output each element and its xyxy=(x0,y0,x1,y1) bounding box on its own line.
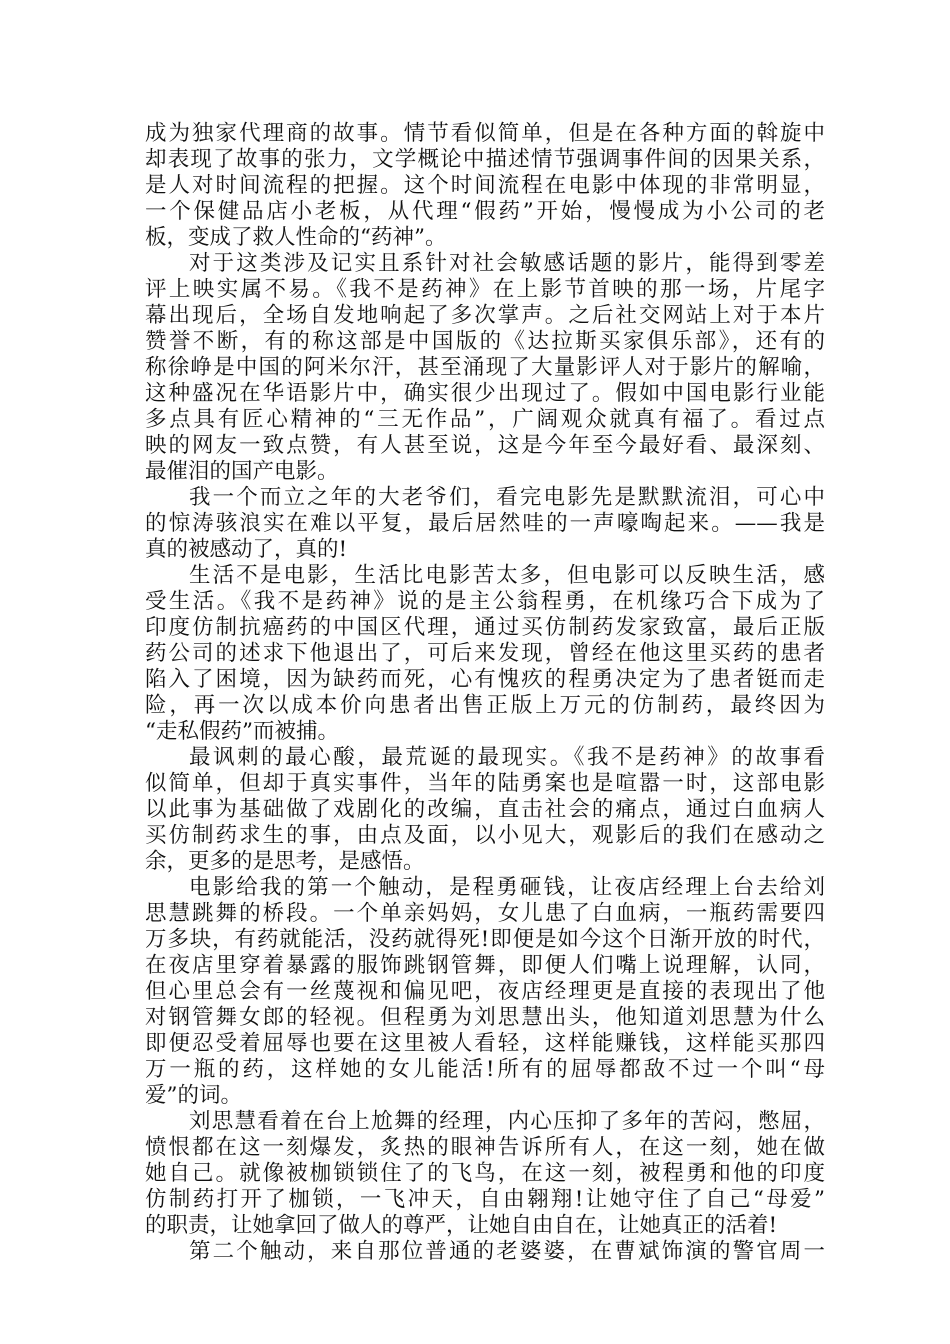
text-line: 买仿制药求生的事，由点及面，以小见大，观影后的我们在感动之 xyxy=(145,823,825,848)
document-page xyxy=(145,121,825,1265)
text-line: 生活不是电影，生活比电影苦太多，但电影可以反映生活，感 xyxy=(189,563,825,588)
text-line: “走私假药”而被捕。 xyxy=(145,719,339,744)
text-line: 但心里总会有一丝蔑视和偏见吧，夜店经理更是直接的表现出了他 xyxy=(145,979,825,1004)
text-line: 仿制药打开了枷锁，一飞冲天，自由翱翔!让她守住了自己“母爱” xyxy=(145,1187,825,1212)
text-line: 最讽刺的最心酸，最荒诞的最现实。《我不是药神》的故事看 xyxy=(189,745,825,770)
body-paragraph xyxy=(145,745,825,875)
text-line: 的惊涛骇浪实在难以平复，最后居然哇的一声嚎啕起来。——我是 xyxy=(145,511,825,536)
text-line: 愤恨都在这一刻爆发，炙热的眼神告诉所有人，在这一刻，她在做 xyxy=(145,1135,825,1160)
text-line: 映的网友一致点赞，有人甚至说，这是今年至今最好看、最深刻、 xyxy=(145,433,825,458)
text-line: 在夜店里穿着暴露的服饰跳钢管舞，即便人们嘴上说理解，认同， xyxy=(145,953,825,978)
text-line: 真的被感动了，真的! xyxy=(145,537,348,562)
text-line: 万一瓶的药，这样她的女儿能活!所有的屈辱都敌不过一个叫“母 xyxy=(145,1057,825,1082)
text-line: 对钢管舞女郎的轻视。但程勇为刘思慧出头，他知道刘思慧为什么 xyxy=(145,1005,825,1030)
text-line: 爱”的词。 xyxy=(145,1083,242,1108)
text-line: 一个保健品店小老板，从代理“假药”开始，慢慢成为小公司的老 xyxy=(145,199,825,224)
text-line: 余，更多的是思考，是感悟。 xyxy=(145,849,425,874)
text-line: 成为独家代理商的故事。情节看似简单，但是在各种方面的斡旋中 xyxy=(145,121,825,146)
text-line: 赞誉不断，有的称这部是中国版的《达拉斯买家俱乐部》，还有的 xyxy=(145,329,825,354)
text-line: 电影给我的第一个触动，是程勇砸钱，让夜店经理上台去给刘 xyxy=(189,875,825,900)
text-line: 刘思慧看着在台上尬舞的经理，内心压抑了多年的苦闷，憋屈， xyxy=(189,1109,825,1134)
body-paragraph xyxy=(145,563,825,745)
text-line: 是人对时间流程的把握。这个时间流程在电影中体现的非常明显， xyxy=(145,173,825,198)
body-paragraph xyxy=(145,485,825,563)
text-line: 我一个而立之年的大老爷们，看完电影先是默默流泪，可心中 xyxy=(189,485,825,510)
text-line: 似简单，但却于真实事件，当年的陆勇案也是喧嚣一时，这部电影 xyxy=(145,771,825,796)
body-paragraph xyxy=(145,875,825,1109)
text-line: 这种盛况在华语影片中，确实很少出现过了。假如中国电影行业能 xyxy=(145,381,825,406)
text-line: 幕出现后，全场自发地响起了多次掌声。之后社交网站上对于本片 xyxy=(145,303,825,328)
text-line: 万多块，有药就能活，没药就得死!即便是如今这个日渐开放的时代， xyxy=(145,927,825,952)
text-line: 即便忍受着屈辱也要在这里被人看轻，这样能赚钱，这样能买那四 xyxy=(145,1031,825,1056)
text-line: 药公司的述求下他退出了，可后来发现，曾经在他这里买药的患者 xyxy=(145,641,825,666)
text-line: 评上映实属不易。《我不是药神》在上影节首映的那一场，片尾字 xyxy=(145,277,825,302)
text-line: 却表现了故事的张力，文学概论中描述情节强调事件间的因果关系， xyxy=(145,147,825,172)
text-line: 陷入了困境，因为缺药而死，心有愧疚的程勇决定为了患者铤而走 xyxy=(145,667,825,692)
text-line: 第二个触动，来自那位普通的老婆婆，在曹斌饰演的警官周一 xyxy=(189,1239,825,1264)
text-line: 板，变成了救人性命的“药神”。 xyxy=(145,225,447,250)
text-line: 受生活。《我不是药神》说的是主公翁程勇，在机缘巧合下成为了 xyxy=(145,589,825,614)
text-line: 最催泪的国产电影。 xyxy=(145,459,339,484)
text-line: 思慧跳舞的桥段。一个单亲妈妈，女儿患了白血病，一瓶药需要四 xyxy=(145,901,825,926)
body-paragraph xyxy=(145,121,825,251)
text-line: 多点具有匠心精神的“三无作品”，广阔观众就真有福了。看过点 xyxy=(145,407,825,432)
text-line: 的职责，让她拿回了做人的尊严，让她自由自在，让她真正的活着! xyxy=(145,1213,778,1238)
body-paragraph xyxy=(145,251,825,485)
text-line: 她自己。就像被枷锁锁住了的飞鸟，在这一刻，被程勇和他的印度 xyxy=(145,1161,825,1186)
body-paragraph xyxy=(145,1239,825,1265)
text-line: 印度仿制抗癌药的中国区代理，通过买仿制药发家致富，最后正版 xyxy=(145,615,825,640)
text-line: 对于这类涉及记实且系针对社会敏感话题的影片，能得到零差 xyxy=(189,251,825,276)
text-line: 险，再一次以成本价向患者出售正版上万元的仿制药，最终因为 xyxy=(145,693,825,718)
text-line: 称徐峥是中国的阿米尔汗，甚至涌现了大量影评人对于影片的解喻， xyxy=(145,355,825,380)
body-paragraph xyxy=(145,1109,825,1239)
text-line: 以此事为基础做了戏剧化的改编，直击社会的痛点，通过白血病人 xyxy=(145,797,825,822)
